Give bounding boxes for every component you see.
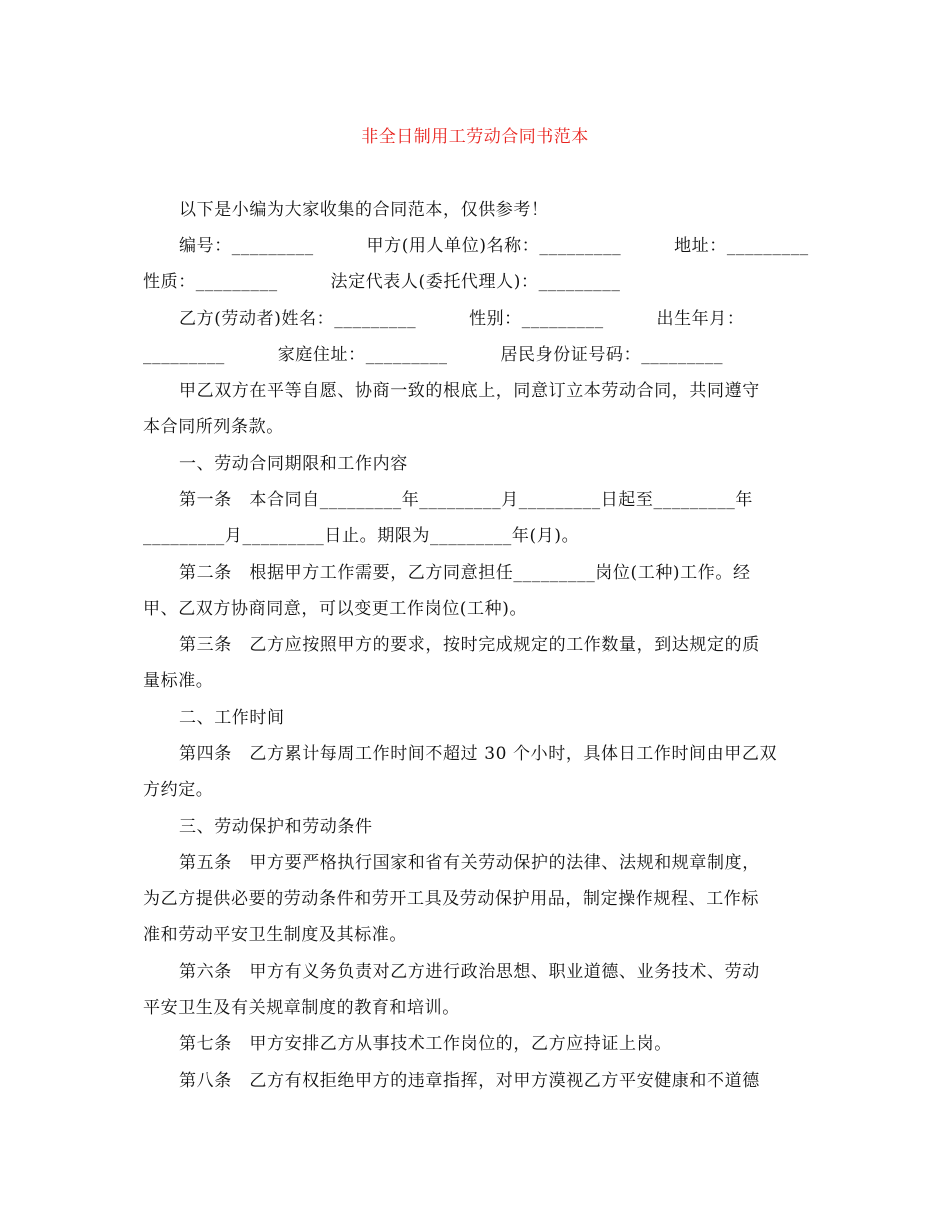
article-1-line-1: 第一条 本合同自_________年_________月_________日起至_________年: [179, 490, 753, 510]
section-heading-3: 三、劳动保护和劳动条件: [179, 817, 373, 837]
article-4-line-2: 方约定。: [143, 780, 214, 800]
article-2-line-1: 第二条 根据甲方工作需要，乙方同意担任_________岗位(工种)工作。经: [179, 563, 751, 583]
article-5-line-3: 准和劳动平安卫生制度及其标准。: [143, 925, 407, 945]
preamble-line-2: 本合同所列条款。: [143, 417, 284, 437]
article-5-line-2: 为乙方提供必要的劳动条件和劳开工具及劳动保护用品，制定操作规程、工作标: [143, 889, 759, 909]
party-b-info-line-1: 乙方(劳动者)姓名：_________ 性别：_________ 出生年月：: [179, 309, 745, 329]
article-6-line-2: 平安卫生及有关规章制度的教育和培训。: [143, 998, 460, 1018]
article-8-line-1: 第八条 乙方有权拒绝甲方的违章指挥，对甲方漠视乙方平安健康和不道德: [179, 1071, 760, 1091]
document-title: 非全日制用工劳动合同书范本: [361, 127, 589, 147]
article-1-line-2: _________月_________日止。期限为_________年(月)。: [143, 526, 580, 546]
party-b-info-line-2: _________ 家庭住址：_________ 居民身份证号码：_________: [143, 345, 724, 365]
article-5-line-1: 第五条 甲方要严格执行国家和省有关劳动保护的法律、法规和规章制度，: [179, 853, 760, 873]
article-6-line-1: 第六条 甲方有义务负责对乙方进行政治思想、职业道德、业务技术、劳动: [179, 962, 760, 982]
article-2-line-2: 甲、乙双方协商同意，可以变更工作岗位(工种)。: [143, 599, 528, 619]
article-3-line-1: 第三条 乙方应按照甲方的要求，按时完成规定的工作数量，到达规定的质: [179, 635, 760, 655]
article-3-line-2: 量标准。: [143, 671, 214, 691]
section-heading-2: 二、工作时间: [179, 708, 285, 728]
party-a-info-line-1: 编号：_________ 甲方(用人单位)名称：_________ 地址：_________: [179, 236, 809, 256]
intro-line: 以下是小编为大家收集的合同范本，仅供参考！: [179, 200, 549, 220]
preamble-line-1: 甲乙双方在平等自愿、协商一致的根底上，同意订立本劳动合同，共同遵守: [179, 381, 760, 401]
section-heading-1: 一、劳动合同期限和工作内容: [179, 454, 408, 474]
article-4-line-1: 第四条 乙方累计每周工作时间不超过 30 个小时，具体日工作时间由甲乙双: [179, 744, 778, 764]
article-7-line-1: 第七条 甲方安排乙方从事技术工作岗位的，乙方应持证上岗。: [179, 1034, 672, 1054]
party-a-info-line-2: 性质：_________ 法定代表人(委托代理人)：_________: [143, 272, 621, 292]
